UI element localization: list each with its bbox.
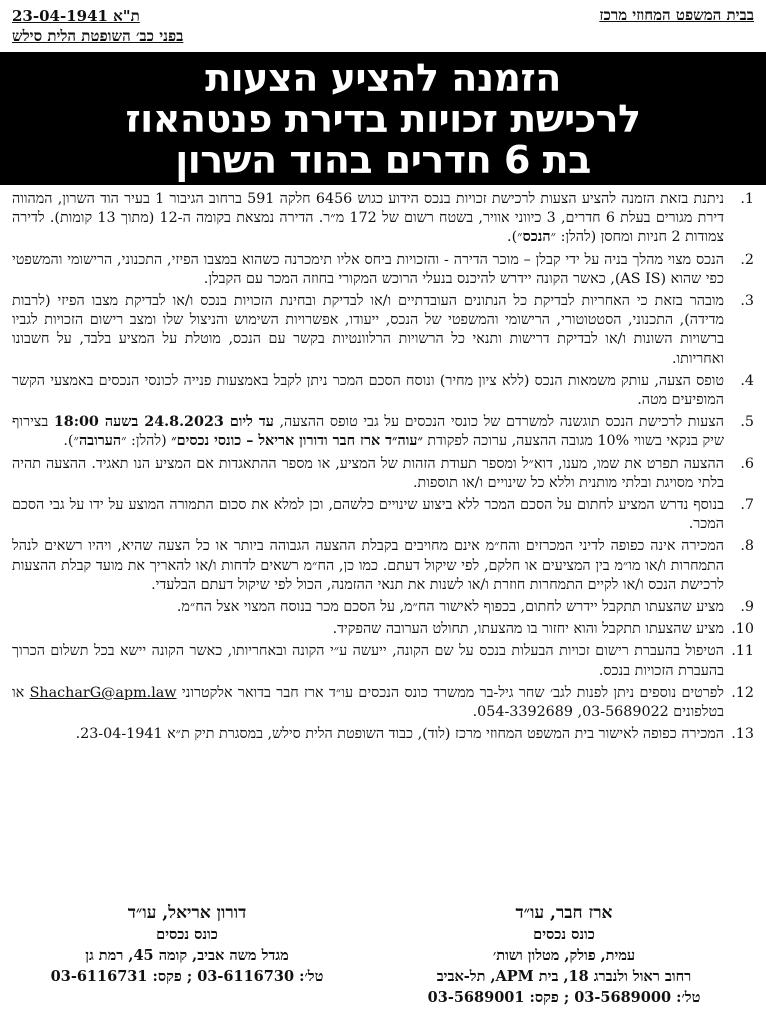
item-text-part: או בטלפונים 03-5689022, 054-3392689. (12, 684, 724, 721)
payee-bold: ״עוה״ד ארז חבר ודורון אריאל – כונסי נכסים״ (171, 433, 423, 450)
list-item (12, 537, 754, 595)
item-text-part: הצעות לרכישת הנכס תוגשנה למשרדם של כונסי הנכסים על גבי טופס ההצעה, (273, 414, 724, 431)
item-number: 9. (740, 599, 754, 616)
item-text (12, 190, 724, 248)
signatory-role: כונס נכסים (533, 926, 595, 943)
list-item (12, 642, 754, 680)
item-number: 12. (731, 684, 754, 701)
list-item (12, 413, 754, 451)
item-number: 10. (731, 621, 754, 638)
list-item (12, 251, 754, 289)
case-header (12, 6, 183, 46)
list-item (12, 496, 754, 534)
item-text: בנוסף נדרש המציע לחתום על הסכם המכר ללא ביצוע שינויים כלשהם, וכן למלא את סכום התמורה המוצע על ידו על גבי הסכם המכר. (12, 497, 724, 533)
list-item (12, 455, 754, 493)
signatory-name: דורון אריאל, עו״ד (127, 903, 247, 923)
list-item (12, 598, 754, 617)
title-banner (0, 52, 766, 185)
signatory-address: מגדל משה אביב, קומה 45, רמת גן (85, 947, 289, 964)
item-number: 7. (740, 497, 754, 514)
item-text: מציע שהצעתו תתקבל יידרש לחתום, בכפוף לאישור הח״מ, על הסכם מכר בנוסח המצוי אצל הח״מ. (176, 599, 724, 616)
item-number: 3. (740, 293, 754, 310)
court-name: בבית המשפט המחוזי מרכז (599, 6, 754, 24)
list-item (12, 725, 754, 744)
list-item (12, 372, 754, 410)
item-text-part: בצירוף שיק בנקאי בשווי 10% מגובה ההצעה, ערוכה לפקודת (12, 414, 724, 450)
signatory-phones: טל׳: 03-6116730 ; פקס: 03-6116731 (50, 968, 324, 985)
item-number: 8. (740, 538, 754, 555)
item-text-bold: הנכס (522, 229, 551, 246)
signatory-role: כונס נכסים (156, 926, 218, 943)
list-item (12, 684, 754, 722)
item-text-part: ״). (507, 229, 523, 246)
item-number: 2. (740, 251, 754, 268)
item-number: 6. (740, 455, 754, 472)
case-number: ת"א 23-04-1941 (12, 7, 140, 25)
item-text-part: (להלן: ״ (121, 433, 172, 450)
item-text: ההצעה תפרט את שמו, מענו, דוא״ל ומספר תעודת הזהות של המציע, או מספר ההתאגדות אם המציע הנו תאגיד. ההצעה תהיה בלתי מסויגת ובלתי מותנית וללא כל שינויים ו/או תוספות. (12, 455, 724, 491)
title-line-3: בת 6 חדרים בהוד השרון (175, 138, 591, 182)
signatory-address: רחוב ראול ולנברג 18, בית APM, תל-אביב (436, 968, 692, 985)
item-text (12, 684, 724, 722)
item-text-part: ניתנת בזאת הזמנה להציע הצעות לרכישת זכויות בנכס הידוע כגוש 6456 חלקה 591 ברחוב הגיבור 1 בעיר הוד השרון, המהווה דירת מגורים בעלת 6 חדרים, 3 כיווני אוויר, בשטח רשום של 172 מ״ר. הדירה נמצאת בקומה ה-12 (מתוך 13 קומות). לדירה צמודות 2 חניות ומחסן (להלן: ״ (12, 191, 724, 246)
signatory-name: ארז חבר, עו״ד (515, 903, 613, 923)
guarantee-bold: הערובה (78, 433, 122, 450)
item-text: מובהר בזאת כי האחריות לבדיקת כל הנתונים העובדתיים ו/או לבדיקת ובחינת הזכויות בנכס ו/או לבדיקת מצבו הפיזי (לרבות מדידה), התכנוני, הסטטוטורי, הרישומי והמשפטי של הנכס, ייעודו, אפשרויות השימוש והניצול שלו ומצב רישום הזכויות לגביו ברשויות השונות ו/או לבדיקת דרישות ותנאי כל הרשויות הרלוונטיות בקשר עם הנכס, מוטלת על המציע בלבד, על חשבונו ואחריותו. (12, 293, 724, 367)
items-list (12, 190, 754, 747)
item-number: 4. (740, 372, 754, 389)
title-line-1: הזמנה להציע הצעות (205, 56, 561, 100)
item-number: 1. (740, 191, 754, 207)
item-number: 11. (731, 643, 754, 660)
item-number: 13. (731, 726, 754, 743)
signature-receiver-left (12, 903, 362, 987)
judge-name: בפני כב׳ השופטת הלית סילש (12, 27, 184, 45)
item-text: המכירה אינה כפופה לדיני המכרזים והח״מ אינם מחויבים בקבלת ההצעה הגבוהה ביותר או כל הצעה שהיא, ויהיו רשאים לנהל התמחרות ו/או מו״מ בין המציעים או חלקם, לפי שיקול דעתם. כמו כן, הח״מ רשאים לדחות ו/או להאריך את מועד קבלת ההצעות לרכישת הנכס ו/או לקיים התמחרות חוזרת ו/או לשנות את תנאי ההזמנה, הכול לפי שיקול דעתם הבלעדי. (12, 538, 724, 593)
item-text-part: לפרטים נוספים ניתן לפנות לגב׳ שחר גיל-בר ממשרד כונס הנכסים עו״ד ארז חבר בדואר אלקטרוני (176, 684, 724, 701)
signatory-firm: עמית, פולק, מטלון ושות׳ (492, 947, 636, 964)
list-item (12, 190, 754, 248)
list-item (12, 292, 754, 369)
signatory-phones: טל׳: 03-5689000 ; פקס: 03-5689001 (427, 989, 701, 1006)
item-text: הטיפול בהעברת רישום זכויות הבעלות בנכס על שם הקונה, ייעשה ע״י הקונה ובאחריותו, כאשר הקונה יישא בכל תשלום הכרוך בהעברת הזכויות בנכס. (12, 643, 724, 679)
item-text: הנכס מצוי מהלך בניה על ידי קבלן – מוכר הדירה - והזכויות ביחס אליו תימכרנה כשהוא במצבו הפיזי, התכנוני, הרישומי והמשפטי כפי שהוא (AS IS), כאשר הקונה יידרש להיכנס בנעלי הרוכש המקורי בחוזה המכר עם הקבלן. (12, 251, 724, 287)
item-text: מציע שהצעתו תתקבל והוא יחזור בו מהצעתו, תחולט הערובה שהפקיד. (332, 621, 724, 638)
signature-receiver-right (384, 903, 744, 1008)
item-number: 5. (740, 414, 754, 431)
email-link[interactable]: ShacharG@apm.law (29, 684, 177, 701)
deadline-bold: עד ליום 24.8.2023 בשעה 18:00 (53, 414, 274, 431)
item-text-part: ״). (63, 433, 79, 450)
list-item (12, 620, 754, 639)
item-text (12, 413, 724, 451)
title-line-2: לרכישת זכויות בדירת פנטהאוז (125, 97, 641, 141)
item-text: המכירה כפופה לאישור בית המשפט המחוזי מרכז (לוד), כבוד השופטת הלית סילש, במסגרת תיק ת״א 23-04-1941. (75, 726, 724, 743)
item-text: טופס הצעה, עותק משמאות הנכס (ללא ציון מחיר) ונוסח הסכם המכר ניתן לקבל באמצעות פנייה לכונסי הנכסים באמצעי הקשר המופיעים מטה. (12, 372, 724, 409)
